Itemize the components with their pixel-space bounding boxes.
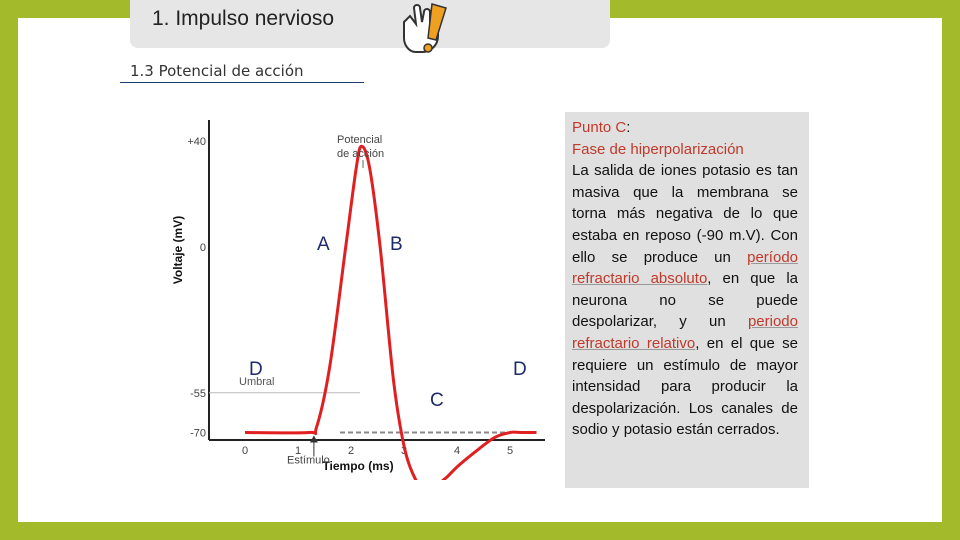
point-c-label: C (430, 390, 444, 411)
peak-label-line-1: Potencial (337, 134, 383, 146)
x-tick-label: 3 (400, 445, 408, 457)
y-tick-label: -70 (190, 427, 206, 440)
body-text-3: , en el que se requiere un estímulo de mayor intensidad para producir la despolarización. Los canales de sodio y potasio están cerrados. (572, 334, 799, 439)
subheading: Fase de hiperpolarización (572, 140, 744, 158)
stimulus-label: Estímulo (287, 454, 330, 467)
x-tick-label: 4 (453, 445, 461, 457)
point-b-label: B (390, 234, 403, 255)
heading-prefix: Punto C (572, 119, 627, 136)
point-d-left-label: D (249, 359, 263, 380)
x-tick-label: 0 (241, 445, 249, 457)
body-text-1: La salida de iones potasio es tan masiva que la membrana se torna más negativa de lo que estaba en reposo (-90 m.V). Con ello se produce un (572, 162, 798, 266)
body-text-2: , en que la neurona no se puede despolarizar, y un (572, 270, 799, 331)
section-subtitle: 1.3 Potencial de acción (130, 62, 304, 80)
term-refractory-absolute: período refractario absoluto (572, 248, 798, 288)
term-refractory-relative: periodo refractario relativo (572, 313, 798, 352)
action-potential-chart (160, 110, 560, 480)
y-tick-label: -55 (190, 387, 206, 400)
y-tick-label: 0 (199, 242, 206, 254)
heading-suffix: : (626, 119, 631, 136)
threshold-label: Umbral (239, 375, 275, 388)
x-tick-label: 5 (506, 445, 514, 457)
pointing-hand-alert-icon (398, 0, 450, 58)
y-axis-title: Voltaje (mV) (171, 215, 185, 285)
peak-label-line-2: de acción (337, 148, 385, 160)
explanation-text (572, 117, 798, 441)
x-tick-label: 2 (347, 445, 355, 457)
x-axis-title: Tiempo (ms) (322, 459, 394, 473)
subtitle-underline (120, 82, 364, 83)
action-potential-curve (245, 146, 537, 480)
page-title: 1. Impulso nervioso (152, 7, 335, 30)
y-tick-label: +40 (187, 136, 206, 148)
point-d-right-label: D (513, 359, 527, 380)
point-a-label: A (317, 234, 330, 255)
x-tick-label: 1 (294, 445, 302, 457)
